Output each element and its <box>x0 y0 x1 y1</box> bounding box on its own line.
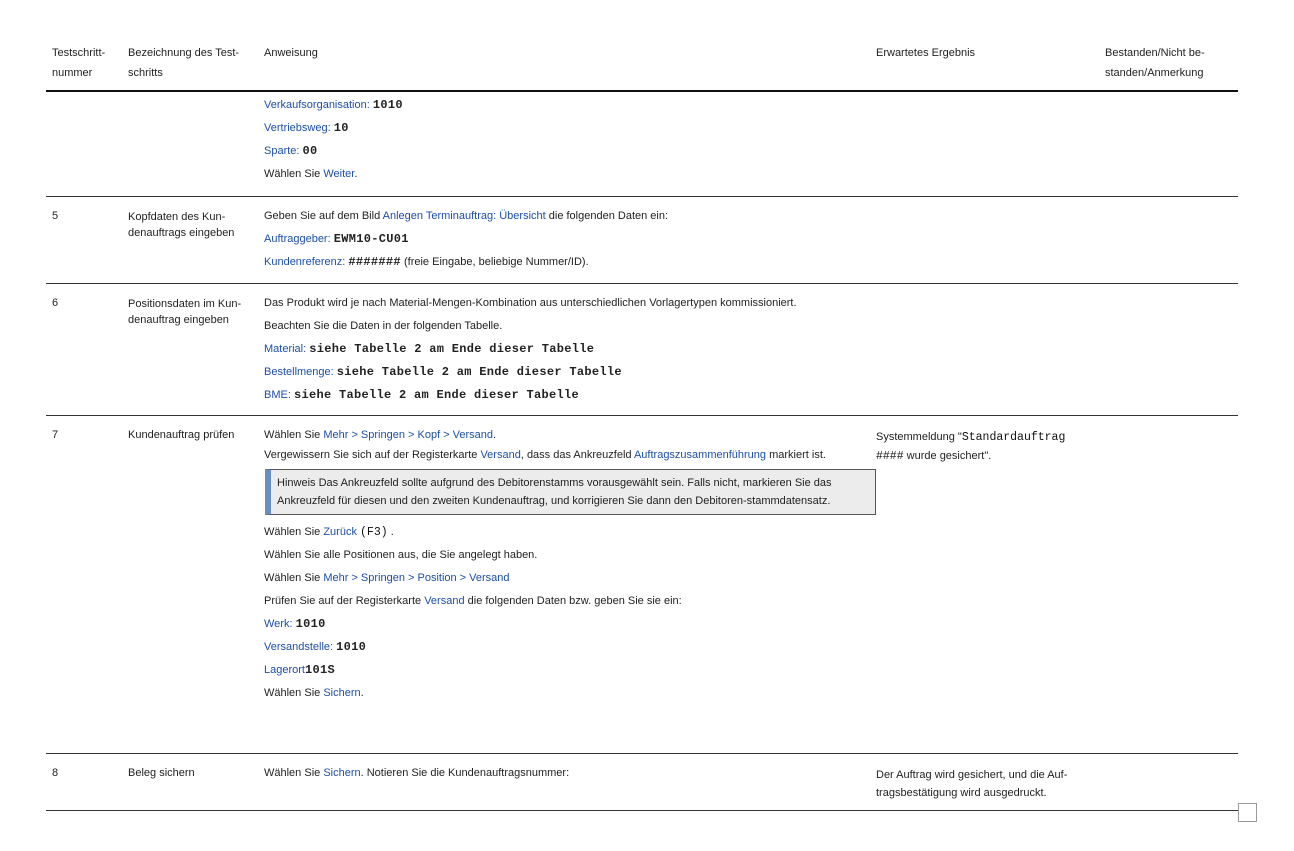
field-value: 1010 <box>295 617 326 631</box>
instruction-text: Wählen Sie <box>264 687 321 699</box>
field-label: Material: <box>264 343 307 355</box>
field-value: 10 <box>333 121 349 135</box>
instruction-cell <box>264 292 868 407</box>
instruction-text: . <box>354 168 358 180</box>
instruction-line <box>264 384 868 407</box>
instruction-text: Wählen Sie <box>264 429 321 441</box>
ui-element-ref: Sichern <box>323 767 361 779</box>
instruction-line <box>264 251 868 274</box>
instruction-text: Geben Sie auf dem Bild <box>264 210 381 222</box>
step-name <box>128 205 262 244</box>
ui-element-ref: Versand <box>424 595 465 607</box>
field-value: 00 <box>302 144 318 158</box>
header-expected-result: Erwartetes Ergebnis <box>876 47 976 59</box>
table-row <box>46 416 1238 754</box>
header-step-name: Bezeichnung des Test-schritts <box>128 47 240 79</box>
instruction-line <box>264 636 868 659</box>
instruction-line: Wählen Sie alle Positionen aus, die Sie angelegt haben. <box>264 549 538 561</box>
step-number: 7 <box>52 429 59 441</box>
table-row <box>46 92 1238 197</box>
instruction-line <box>264 338 868 361</box>
ui-element-ref: Zurück <box>323 526 357 538</box>
instruction-line: Beachten Sie die Daten in der folgenden Tabelle. <box>264 320 503 332</box>
instruction-line <box>264 140 868 163</box>
instruction-text: . <box>360 687 364 699</box>
instruction-text: Wählen Sie <box>264 767 321 779</box>
field-label: Versandstelle: <box>264 641 334 653</box>
expected-mono: Standardauftrag <box>961 431 1066 444</box>
instruction-text: . Notieren Sie die Kundenauftragsnummer: <box>360 767 570 779</box>
field-label: Lagerort <box>264 664 305 676</box>
field-value: 1010 <box>336 640 367 654</box>
ui-element-ref: Sichern <box>323 687 361 699</box>
ui-element-ref: Anlegen Terminauftrag: Übersicht <box>382 210 546 222</box>
instruction-text: die folgenden Daten bzw. geben Sie sie ein: <box>467 595 682 607</box>
instruction-line <box>264 228 868 251</box>
keyboard-shortcut: (F3) <box>360 526 388 539</box>
step-number: 6 <box>52 297 59 309</box>
ui-element-ref: Auftragszusammenführung <box>633 449 767 461</box>
instruction-line <box>264 659 868 682</box>
instruction-line: Das Produkt wird je nach Material-Mengen-Kombination aus unterschiedlichen Vorlagertypen kommissioniert. <box>264 297 797 309</box>
step-name: Beleg sichern <box>128 767 195 779</box>
table-row <box>46 197 1238 284</box>
instruction-line <box>264 424 868 447</box>
field-value: siehe Tabelle 2 am Ende dieser Tabelle <box>293 388 580 402</box>
instruction-text: . <box>493 429 497 441</box>
field-label: Bestellmenge: <box>264 366 334 378</box>
instruction-line <box>264 762 868 785</box>
instruction-line <box>264 682 868 705</box>
expected-result-text: Der Auftrag wird gesichert, und die Auf-tragsbestätigung wird ausgedruckt. <box>876 769 1068 799</box>
expected-result-text <box>876 428 1100 466</box>
instruction-cell <box>264 205 868 274</box>
instruction-text: markiert ist. <box>769 449 826 461</box>
ui-element-ref: Mehr > Springen > Kopf > Versand <box>323 429 494 441</box>
instruction-line <box>264 94 868 117</box>
field-label: Werk: <box>264 618 293 630</box>
field-value: ####### <box>348 255 401 269</box>
ui-element-ref: Mehr > Springen > Position > Versand <box>323 572 510 584</box>
step-name <box>128 292 262 331</box>
table-row <box>46 754 1238 811</box>
instruction-cell <box>264 94 868 186</box>
instruction-line <box>264 590 868 613</box>
expected-mono: #### <box>876 450 904 463</box>
table-row <box>46 284 1238 416</box>
field-value: siehe Tabelle 2 am Ende dieser Tabelle <box>336 365 622 379</box>
field-label: Sparte: <box>264 145 300 157</box>
table-header <box>46 38 1238 92</box>
expected-result <box>876 762 1100 805</box>
instruction-line <box>264 613 868 636</box>
field-label: Vertriebsweg: <box>264 122 331 134</box>
instruction-line <box>264 117 868 140</box>
test-step-table <box>46 38 1238 811</box>
field-label: BME: <box>264 389 291 401</box>
header-pass-fail: Bestanden/Nicht be-standen/Anmerkung <box>1105 47 1205 79</box>
instruction-line <box>264 447 868 463</box>
field-label: Verkaufsorganisation: <box>264 99 370 111</box>
instruction-line <box>264 361 868 384</box>
field-value: 1010 <box>372 98 403 112</box>
hint-box: Hinweis Das Ankreuzfeld sollte aufgrund des Debitorenstamms vorausgewählt sein. Falls nicht, markieren Sie das Ankreuzfeld für diesen und den zweiten Kundenauftrag, und korrigieren Sie dann den Debitoren-stammdatensatz. <box>265 469 876 515</box>
expected-text: wurde gesichert". <box>906 450 992 462</box>
expected-text: Systemmeldung " <box>876 431 962 443</box>
field-value: siehe Tabelle 2 am Ende dieser Tabelle <box>309 342 595 356</box>
instruction-text: Prüfen Sie auf der Registerkarte <box>264 595 422 607</box>
instruction-text: . <box>390 526 394 538</box>
instruction-line <box>264 205 868 228</box>
field-value: 101S <box>304 663 335 677</box>
instruction-text: Wählen Sie <box>264 526 321 538</box>
field-value: EWM10-CU01 <box>333 232 409 246</box>
step-name: Kundenauftrag prüfen <box>128 429 235 441</box>
step-number: 8 <box>52 767 59 779</box>
instruction-cell <box>264 424 868 705</box>
field-label: Auftraggeber: <box>264 233 331 245</box>
instruction-text: Vergewissern Sie sich auf der Registerkarte <box>264 449 478 461</box>
instruction-line <box>264 567 868 590</box>
step-name-text: Positionsdaten im Kun-denauftrag eingeben <box>128 298 242 326</box>
field-label: Kundenreferenz: <box>264 256 346 268</box>
step-name-text: Kopfdaten des Kun-denauftrags eingeben <box>128 211 235 239</box>
instruction-text: , dass das Ankreuzfeld <box>520 449 632 461</box>
instruction-text: Wählen Sie <box>264 572 321 584</box>
expected-result <box>876 424 1100 469</box>
instruction-text: Wählen Sie <box>264 168 321 180</box>
instruction-line <box>264 521 868 544</box>
header-instruction: Anweisung <box>264 47 318 59</box>
instruction-text: die folgenden Daten ein: <box>548 210 669 222</box>
instruction-cell <box>264 762 868 785</box>
instruction-text: (freie Eingabe, beliebige Nummer/ID). <box>403 256 589 268</box>
page-corner-marker <box>1238 803 1257 822</box>
step-number: 5 <box>52 210 59 222</box>
ui-element-ref: Versand <box>480 449 521 461</box>
header-step-number: Testschritt-nummer <box>52 47 106 79</box>
instruction-line <box>264 163 868 186</box>
ui-element-ref: Weiter <box>323 168 355 180</box>
